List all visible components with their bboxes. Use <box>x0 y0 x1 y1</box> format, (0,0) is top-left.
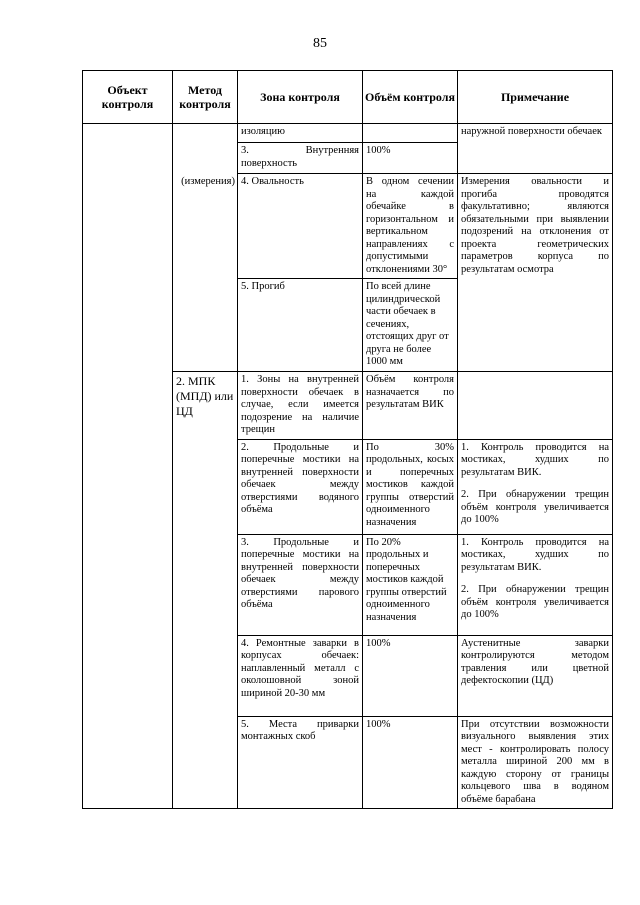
volume-cell: По 30% продольных, косых и поперечных мостиков каждой группы отверстий одноименного назначения <box>363 439 458 534</box>
header-row <box>83 71 613 124</box>
header-method: Метод контроля <box>173 71 238 124</box>
note-cell: Измерения овальности и прогиба проводятся факультативно; являются обязательными при выявлении подозрений на отклонения от проекта геометрических параметров корпуса по результатам осмотра <box>458 174 613 372</box>
method-2-text: 2. МПК (МПД) или ЦД <box>176 374 234 418</box>
note-cell: наружной поверхности обечаек <box>458 124 613 174</box>
method-cell-2 <box>173 372 238 809</box>
note-paragraph: 2. При обнаружении трещин объём контроля увеличивается до 100% <box>461 489 609 525</box>
zone-cell: 4. Овальность <box>238 174 363 279</box>
note-cell: При отсутствии возможности визуального выявления этих мест - контролировать полосу металла шириной 200 мм в каждую сторону от границы кольцевого шва в водяном объёме барабана <box>458 716 613 809</box>
volume-cell: В одном сечении на каждой обечайке в горизонтальном и вертикальном направлениях с допустимыми отклонениями 30° <box>363 174 458 279</box>
table-row <box>83 124 613 143</box>
note-cell: Аустенитные заварки контролируются методом травления или цветной дефектоскопии (ЦД) <box>458 635 613 716</box>
volume-cell: По всей длине цилиндрической части обечаек в сечениях, отстоящих друг от друга не более 1000 мм <box>363 279 458 372</box>
header-object: Объект контроля <box>83 71 173 124</box>
volume-cell: 100% <box>363 716 458 809</box>
note-paragraph: 2. При обнаружении трещин объём контроля увеличивается до 100% <box>461 584 609 620</box>
zone-cell: 3. Продольные и поперечные мостики на внутренней поверхности обечаек между отверстиями парового объёма <box>238 534 363 635</box>
note-paragraph: 1. Контроль проводится на мостиках, худших по результатам ВИК. <box>461 536 609 573</box>
zone-cell: 5. Места приварки монтажных скоб <box>238 716 363 809</box>
method-cell-1 <box>173 124 238 372</box>
zone-cell: 5. Прогиб <box>238 279 363 372</box>
method-1-text: (измерения) <box>181 176 235 187</box>
note-paragraph: 1. Контроль проводится на мостиках, худших по результатам ВИК. <box>461 441 609 478</box>
header-zone: Зона контроля <box>238 71 363 124</box>
volume-cell: Объём контроля назначается по результатам ВИК <box>363 372 458 440</box>
object-cell <box>83 124 173 809</box>
zone-cell: изоляцию <box>238 124 363 143</box>
zone-cell: 3. Внутренняя поверхность <box>238 143 363 174</box>
volume-cell: По 20% продольных и поперечных мостиков каждой группы отверстий одноименного назначения <box>363 534 458 635</box>
header-note: Примечание <box>458 71 613 124</box>
header-volume: Объём контроля <box>363 71 458 124</box>
note-cell <box>458 534 613 635</box>
volume-cell: 100% <box>363 635 458 716</box>
volume-cell: 100% <box>363 143 458 174</box>
control-table <box>82 70 613 809</box>
page-number: 85 <box>313 36 327 51</box>
note-cell <box>458 439 613 534</box>
volume-cell <box>363 124 458 143</box>
zone-cell: 4. Ремонтные заварки в корпусах обечаек: наплавленный металл с околошовной зоной шириной 20-30 мм <box>238 635 363 716</box>
zone-cell: 1. Зоны на внутренней поверхности обечаек в случае, если имеется подозрение на наличие трещин <box>238 372 363 440</box>
note-cell <box>458 372 613 440</box>
zone-cell: 2. Продольные и поперечные мостики на внутренней поверхности обечаек между отверстиями водяного объёма <box>238 439 363 534</box>
